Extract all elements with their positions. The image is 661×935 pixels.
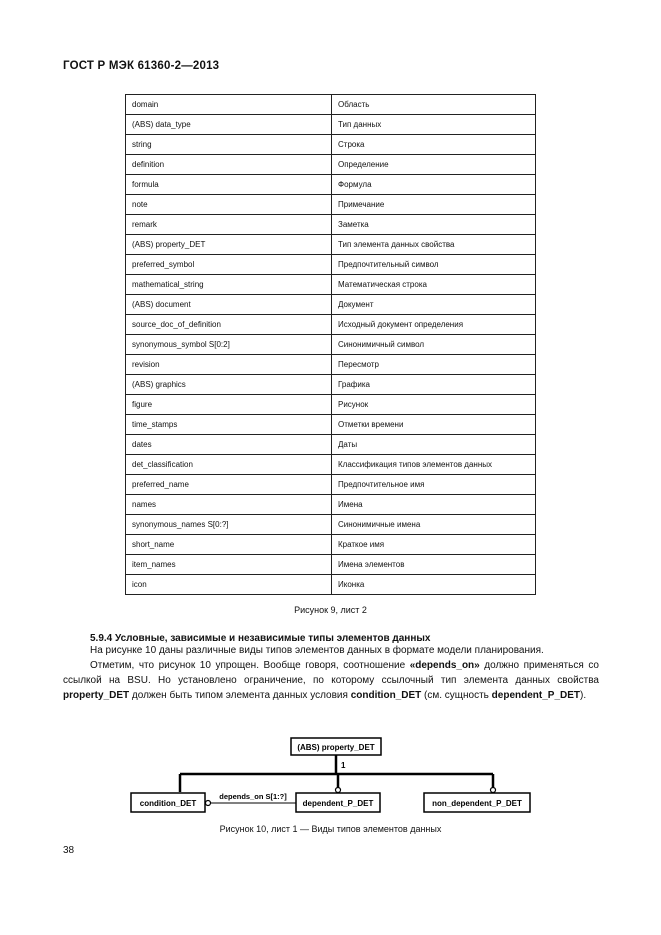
term-russian: Классификация типов элементов данных xyxy=(332,455,536,475)
figure-10-caption: Рисунок 10, лист 1 — Виды типов элементов данных xyxy=(219,824,442,834)
term-russian: Предпочтительное имя xyxy=(332,475,536,495)
table-row xyxy=(126,415,536,435)
paragraph-2 xyxy=(63,658,599,703)
term-russian: Формула xyxy=(332,175,536,195)
p2-text-a: Отметим, что рисунок 10 упрощен. Вообще говоря, соотношение xyxy=(90,660,410,671)
condition-det-label: condition_DET xyxy=(139,799,197,808)
term-russian: Математическая строка xyxy=(332,275,536,295)
term-russian: Примечание xyxy=(332,195,536,215)
document-header: ГОСТ Р МЭК 61360-2—2013 xyxy=(63,60,220,72)
term-english: remark xyxy=(126,215,332,235)
p2-dependent-p-det: dependent_P_DET xyxy=(491,690,581,701)
term-english: (ABS) graphics xyxy=(126,375,332,395)
term-russian: Пересмотр xyxy=(332,355,536,375)
table-row xyxy=(126,175,536,195)
term-russian: Тип элемента данных свойства xyxy=(332,235,536,255)
table-row xyxy=(126,535,536,555)
p2-text-i: ). xyxy=(580,690,587,701)
term-english: dates xyxy=(126,435,332,455)
multiplicity-label: 1 xyxy=(341,761,346,770)
p2-property-det: property_DET xyxy=(63,690,130,701)
term-russian: Область xyxy=(332,95,536,115)
term-russian: Графика xyxy=(332,375,536,395)
term-english: (ABS) property_DET xyxy=(126,235,332,255)
table-row xyxy=(126,135,536,155)
term-russian: Имена элементов xyxy=(332,555,536,575)
term-russian: Рисунок xyxy=(332,395,536,415)
term-russian: Заметка xyxy=(332,215,536,235)
table-row xyxy=(126,315,536,335)
term-english: icon xyxy=(126,575,332,595)
dependent-p-det-label: dependent_P_DET xyxy=(302,799,374,808)
terms-table xyxy=(125,94,536,595)
term-english: source_doc_of_definition xyxy=(126,315,332,335)
table-row xyxy=(126,495,536,515)
table-row xyxy=(126,335,536,355)
table-row xyxy=(126,395,536,415)
non-dependent-p-det-label: non_dependent_P_DET xyxy=(432,799,522,808)
term-english: note xyxy=(126,195,332,215)
p2-text-g: (см. сущность xyxy=(421,690,492,701)
term-english: definition xyxy=(126,155,332,175)
depends-on-end xyxy=(206,801,211,806)
term-english: figure xyxy=(126,395,332,415)
table-row xyxy=(126,115,536,135)
term-english: preferred_symbol xyxy=(126,255,332,275)
table-row xyxy=(126,255,536,275)
table-row xyxy=(126,275,536,295)
term-russian: Строка xyxy=(332,135,536,155)
table-row xyxy=(126,95,536,115)
p2-text-c: должно применяться со ссылкой на BSU. Но установлено ограничение, по которому ссылочный тип элемента данных свойства xyxy=(63,660,599,686)
table-row xyxy=(126,355,536,375)
table-row xyxy=(126,195,536,215)
table-row xyxy=(126,515,536,535)
table-row xyxy=(126,295,536,315)
table-row xyxy=(126,235,536,255)
table-row xyxy=(126,215,536,235)
section-heading: 5.9.4 Условные, зависимые и независимые типы элементов данных xyxy=(90,633,431,644)
drop-dependent-end xyxy=(336,788,341,793)
term-russian: Имена xyxy=(332,495,536,515)
table-row xyxy=(126,155,536,175)
term-english: (ABS) data_type xyxy=(126,115,332,135)
depends-on-label: depends_on S[1:?] xyxy=(219,792,287,801)
term-english: item_names xyxy=(126,555,332,575)
table-row xyxy=(126,575,536,595)
term-english: preferred_name xyxy=(126,475,332,495)
term-russian: Краткое имя xyxy=(332,535,536,555)
term-russian: Иконка xyxy=(332,575,536,595)
page-number: 38 xyxy=(63,845,75,856)
term-russian: Документ xyxy=(332,295,536,315)
term-russian: Определение xyxy=(332,155,536,175)
term-russian: Синонимичный символ xyxy=(332,335,536,355)
table-row xyxy=(126,455,536,475)
term-english: mathematical_string xyxy=(126,275,332,295)
paragraph-1: На рисунке 10 даны различные виды типов элементов данных в формате модели планирования. xyxy=(90,645,544,656)
term-english: det_classification xyxy=(126,455,332,475)
table-row xyxy=(126,475,536,495)
term-english: synonymous_names S[0:?] xyxy=(126,515,332,535)
term-russian: Предпочтительный символ xyxy=(332,255,536,275)
p2-depends-on: «depends_on» xyxy=(409,660,480,671)
term-english: domain xyxy=(126,95,332,115)
p2-condition-det: condition_DET xyxy=(350,690,422,701)
term-english: string xyxy=(126,135,332,155)
term-russian: Исходный документ определения xyxy=(332,315,536,335)
term-english: formula xyxy=(126,175,332,195)
term-russian: Тип данных xyxy=(332,115,536,135)
term-english: (ABS) document xyxy=(126,295,332,315)
p2-text-e: должен быть типом элемента данных условия xyxy=(129,690,351,701)
term-russian: Даты xyxy=(332,435,536,455)
figure-9-caption: Рисунок 9, лист 2 xyxy=(294,605,367,615)
term-english: names xyxy=(126,495,332,515)
term-english: short_name xyxy=(126,535,332,555)
table-row xyxy=(126,375,536,395)
property-det-label: (ABS) property_DET xyxy=(297,743,375,752)
drop-non-dependent-end xyxy=(491,788,496,793)
term-english: synonymous_symbol S[0:2] xyxy=(126,335,332,355)
table-row xyxy=(126,435,536,455)
term-english: revision xyxy=(126,355,332,375)
table-row xyxy=(126,555,536,575)
term-russian: Отметки времени xyxy=(332,415,536,435)
term-russian: Синонимичные имена xyxy=(332,515,536,535)
term-english: time_stamps xyxy=(126,415,332,435)
figure-10-diagram xyxy=(125,732,540,822)
